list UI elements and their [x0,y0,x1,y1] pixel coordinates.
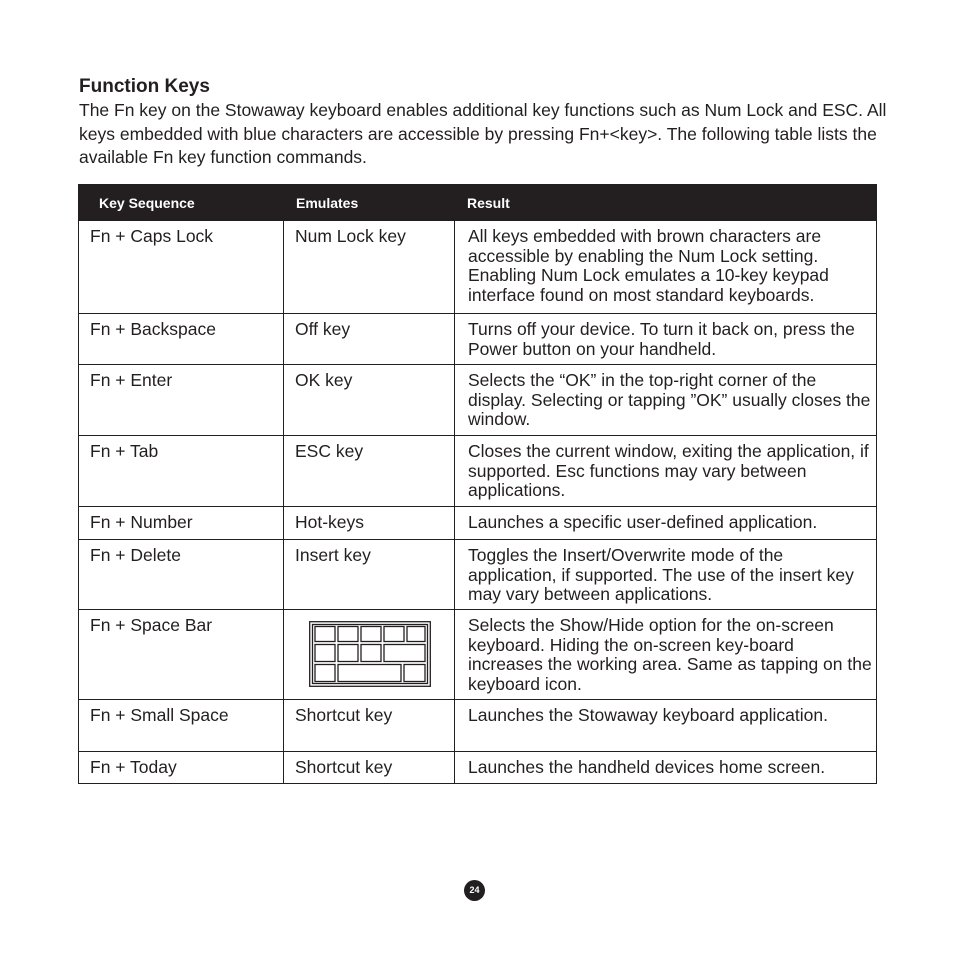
table-header-row [79,185,877,221]
table-row [79,752,877,784]
cell-sequence: Fn + Delete [79,540,284,610]
header-key-sequence: Key Sequence [79,185,284,221]
cell-result: All keys embedded with brown characters are accessible by enabling the Num Lock setting. Enabling Num Lock emulates a 10-key keypad interface found on most standard keyboards. [455,221,877,314]
header-result: Result [455,185,877,221]
header-emulates: Emulates [284,185,455,221]
table-row [79,221,877,314]
cell-result: Selects the Show/Hide option for the on-screen keyboard. Hiding the on-screen key-board increases the working area. Same as tapping on the keyboard icon. [455,610,877,700]
cell-sequence: Fn + Small Space [79,700,284,752]
cell-emulates: Num Lock key [284,221,455,314]
cell-emulates: Shortcut key [284,752,455,784]
cell-sequence: Fn + Enter [79,365,284,436]
cell-sequence: Fn + Number [79,507,284,540]
cell-emulates: Shortcut key [284,700,455,752]
cell-sequence: Fn + Space Bar [79,610,284,700]
table-row [79,507,877,540]
cell-sequence: Fn + Today [79,752,284,784]
intro-paragraph: The Fn key on the Stowaway keyboard enables additional key functions such as Num Lock and ESC. All keys embedded with blue characters are accessible by pressing Fn+<key>. The following table lists the available Fn key function commands. [79,100,887,167]
cell-result: Selects the “OK” in the top-right corner of the display. Selecting or tapping ”OK” usually closes the window. [455,365,877,436]
cell-emulates: OK key [284,365,455,436]
cell-sequence: Fn + Tab [79,436,284,507]
cell-result: Launches the handheld devices home screen. [455,752,877,784]
cell-sequence: Fn + Caps Lock [79,221,284,314]
table-row [79,314,877,365]
table-row [79,700,877,752]
cell-sequence: Fn + Backspace [79,314,284,365]
table-row [79,610,877,700]
table-row [79,365,877,436]
cell-emulates: Insert key [284,540,455,610]
fn-key-table [78,184,877,784]
cell-result: Toggles the Insert/Overwrite mode of the application, if supported. The use of the insert key may vary between applications. [455,540,877,610]
cell-result: Launches the Stowaway keyboard application. [455,700,877,752]
table-row [79,436,877,507]
page-title: Function Keys [79,76,210,97]
cell-emulates: ESC key [284,436,455,507]
cell-result: Launches a specific user-defined application. [455,507,877,540]
cell-emulates: Hot-keys [284,507,455,540]
cell-emulates [284,610,455,700]
cell-result: Closes the current window, exiting the application, if supported. Esc functions may vary between applications. [455,436,877,507]
keyboard-icon [309,621,431,687]
cell-emulates: Off key [284,314,455,365]
cell-result: Turns off your device. To turn it back on, press the Power button on your handheld. [455,314,877,365]
page-number-badge: 24 [464,880,485,901]
table-row [79,540,877,610]
